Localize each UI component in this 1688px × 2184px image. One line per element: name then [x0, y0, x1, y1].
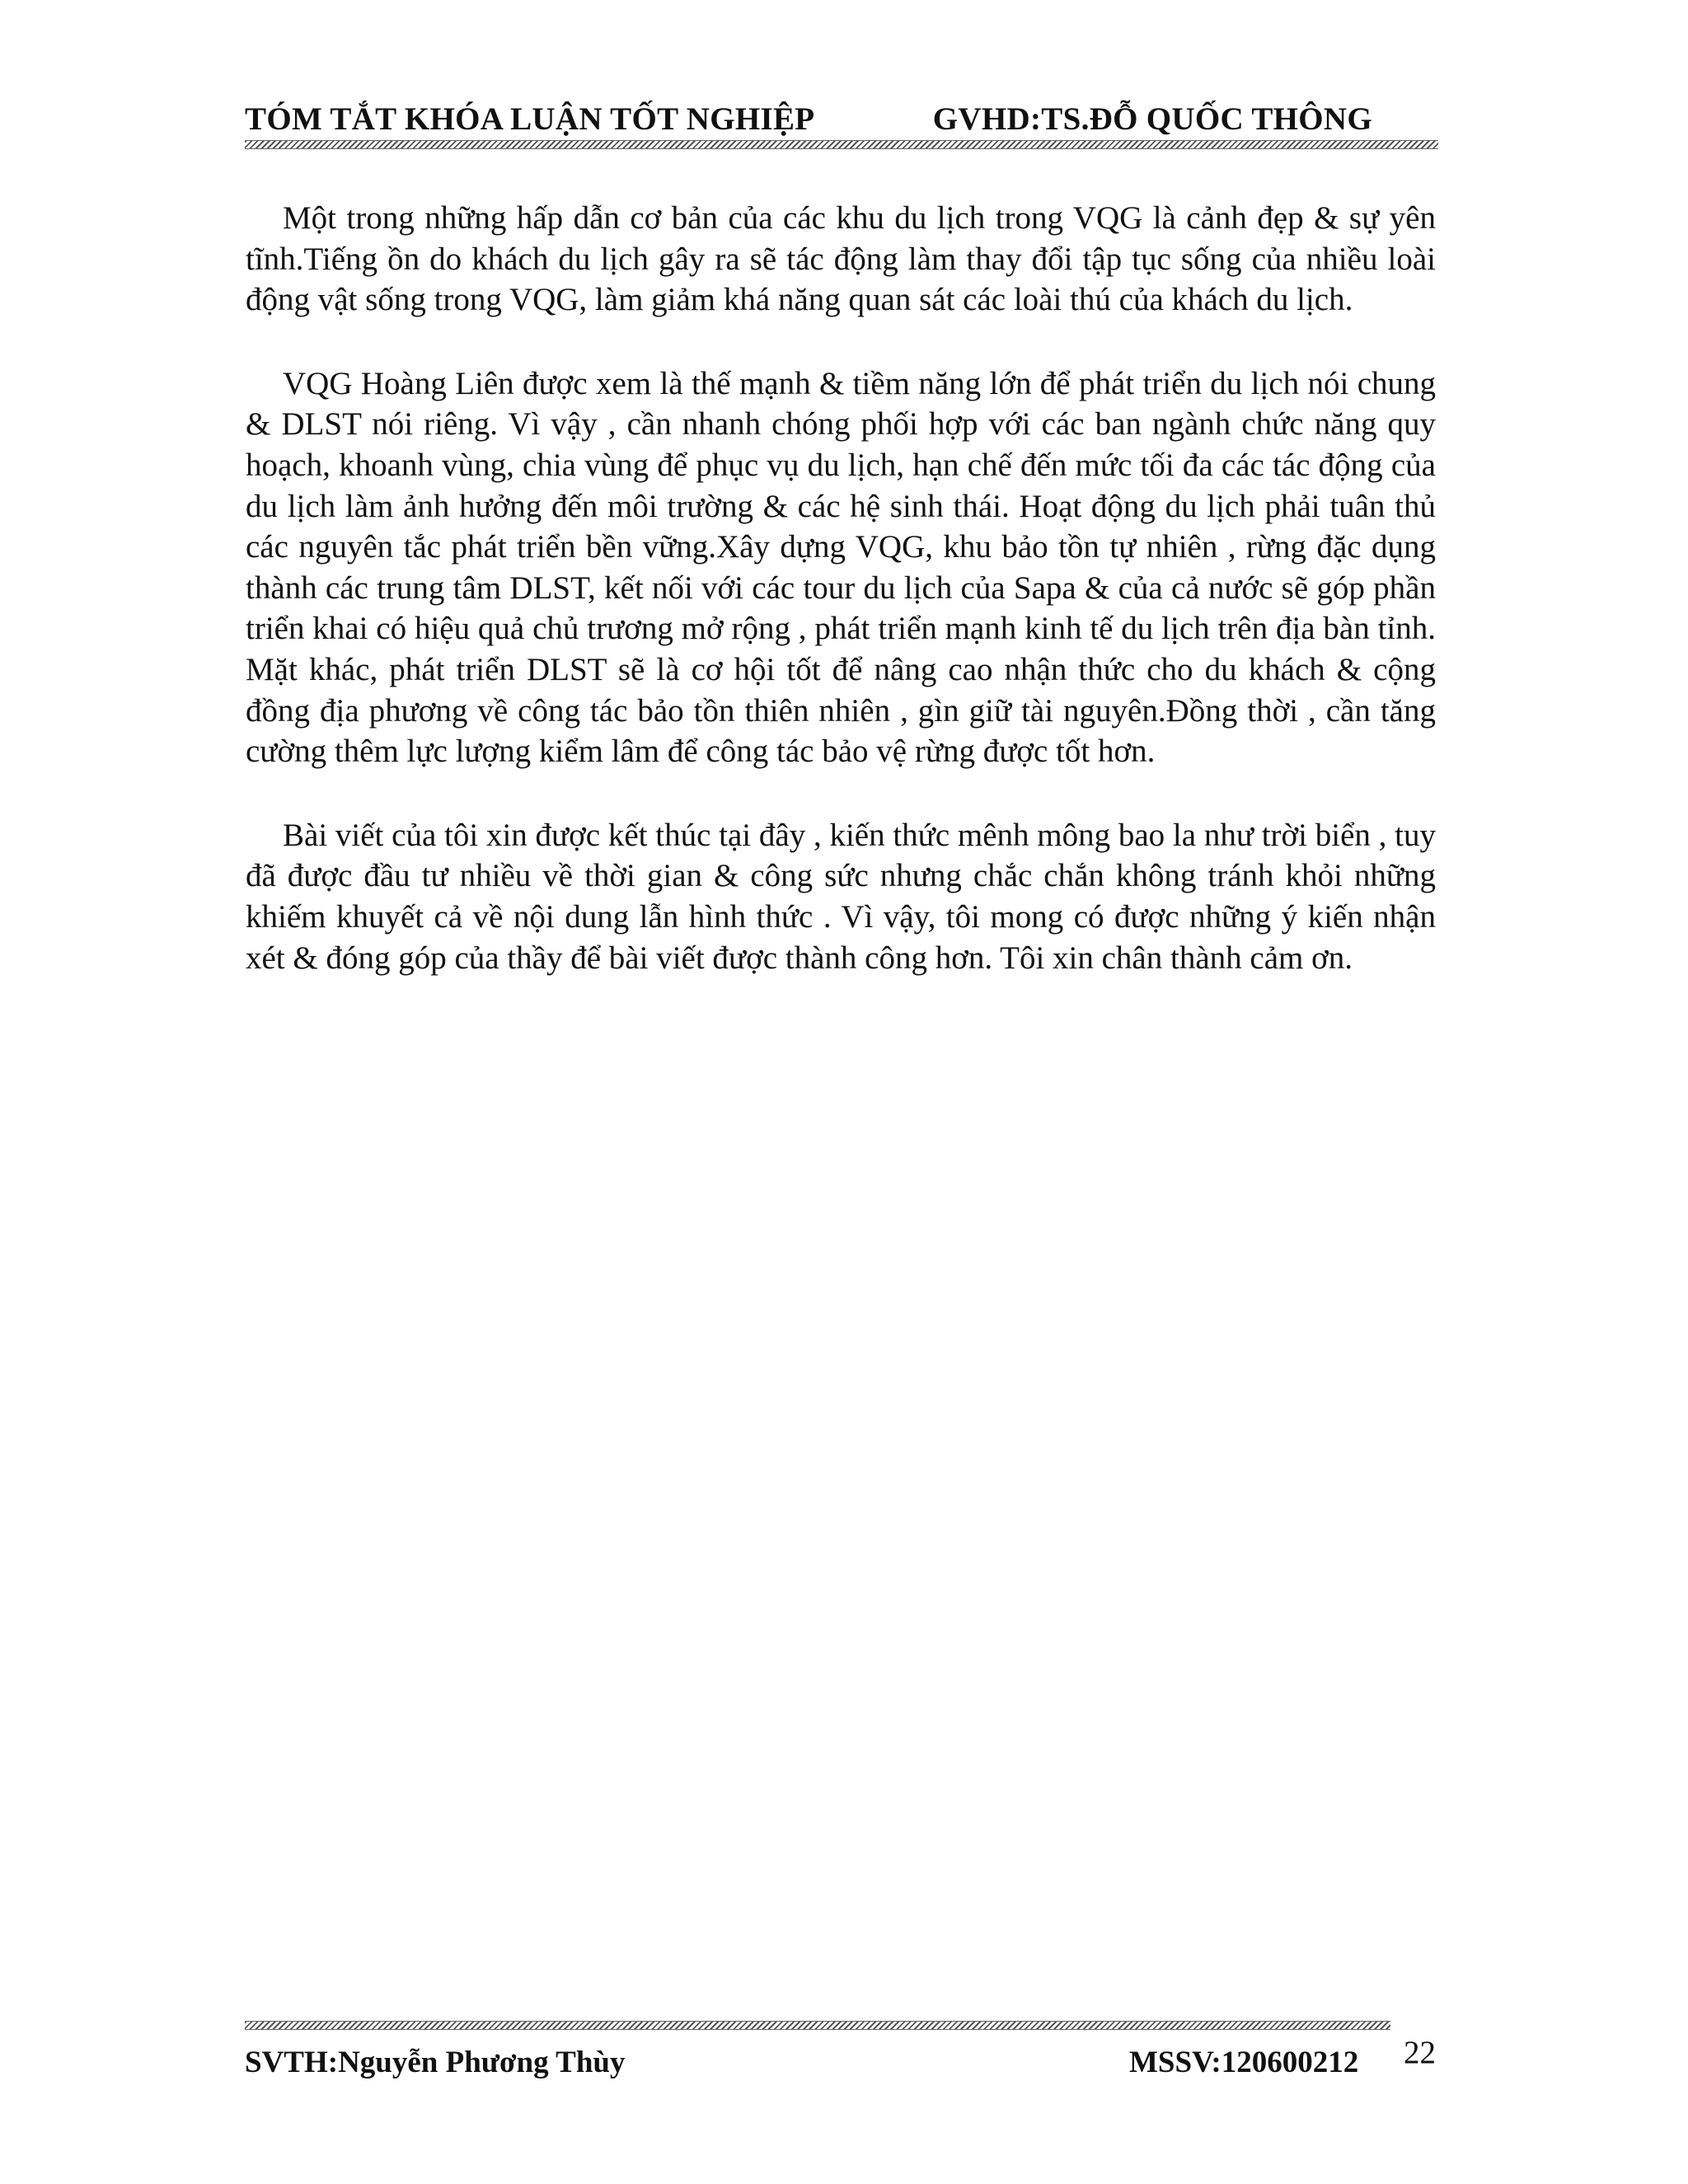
page-header [245, 97, 1438, 142]
footer-divider [245, 2021, 1390, 2030]
student-name: SVTH:Nguyễn Phương Thùy [245, 2046, 626, 2079]
paragraph-3: Bài viết của tôi xin được kết thúc tại đây , kiến thức mênh mông bao la như trời biển , tuy đã được đầu tư nhiều về thời gian & công sức nhưng chắc chắn không tránh khỏi những khiếm khuyết cả về nội dung lẫn hình thức . Vì vậy, tôi mong có được những ý kiến nhận xét & đóng góp của thầy để bài viết được thành công hơn. Tôi xin chân thành cảm ơn. [246, 817, 1436, 976]
paragraph-2: VQG Hoàng Liên được xem là thế mạnh & tiềm năng lớn để phát triển du lịch nói chung & DLST nói riêng. Vì vậy , cần nhanh chóng phối hợp với các ban ngành chức năng quy hoạch, khoanh vùng, chia vùng để phục vụ du lịch, hạn chế đến mức tối đa các tác động của du lịch làm ảnh hưởng đến môi trường & các hệ sinh thái. Hoạt động du lịch phải tuân thủ các nguyên tắc phát triển bền vững.Xây dựng VQG, khu bảo tồn tự nhiên , rừng đặc dụng thành các trung tâm DLST, kết nối với các tour du lịch của Sapa & của cả nước sẽ góp phần triển khai có hiệu quả chủ trương mở rộng , phát triển mạnh kinh tế du lịch trên địa bàn tỉnh. Mặt khác, phát triển DLST sẽ là cơ hội tốt để nâng cao nhận thức cho du khách & cộng đồng địa phương về công tác bảo tồn thiên nhiên , gìn giữ tài nguyên.Đồng thời , cần tăng cường thêm lực lượng kiểm lâm để công tác bảo vệ rừng được tốt hơn. [246, 365, 1436, 770]
supervisor-label: GVHD:TS.ĐỖ QUỐC THÔNG [932, 101, 1372, 137]
document-body [246, 198, 1436, 1021]
thesis-title: TÓM TẮT KHÓA LUẬN TỐT NGHIỆP [245, 101, 815, 137]
paragraph-1: Một trong những hấp dẫn cơ bản của các khu du lịch trong VQG là cảnh đẹp & sự yên tĩnh.Tiếng ồn do khách du lịch gây ra sẽ tác động làm thay đổi tập tục sống của nhiều loài động vật sống trong VQG, làm giảm khá năng quan sát các loài thú của khách du lịch. [246, 200, 1436, 318]
page-number: 22 [1404, 2035, 1436, 2070]
student-id: MSSV:120600212 [1129, 2046, 1359, 2079]
header-divider [245, 140, 1438, 149]
